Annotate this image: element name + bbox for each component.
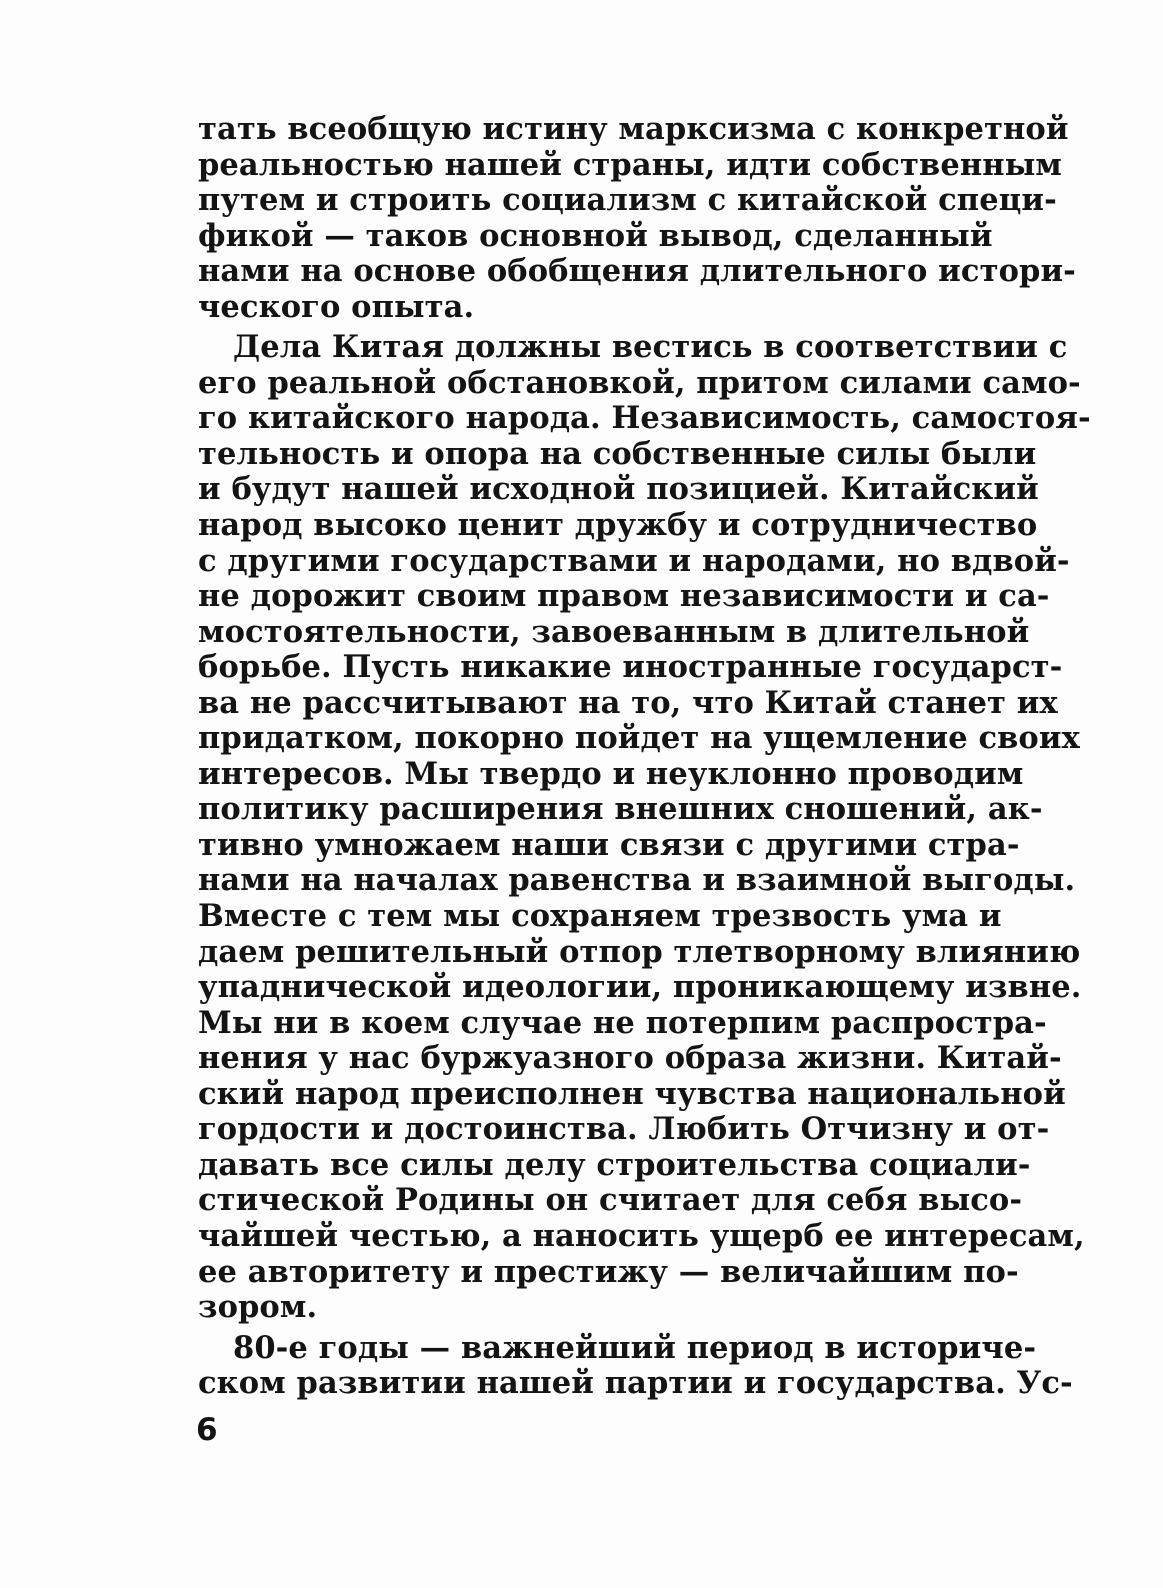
text-line: придатком, покорно пойдет на ущемление своих	[198, 720, 1080, 757]
text-line: и будут нашей исходной позицией. Китайский	[198, 471, 1039, 508]
text-line: ва не рассчитывают на то, что Китай станет их	[198, 684, 1058, 721]
body-text	[198, 111, 1091, 1402]
text-line: фикой — таков основной вывод, сделанный	[198, 217, 993, 254]
text-line: тельность и опора на собственные силы были	[198, 435, 1037, 472]
text-line: упаднической идеологии, проникающему извне.	[198, 969, 1082, 1006]
text-line: мостоятельности, завоеванным в длительной	[198, 613, 1030, 650]
paragraph-1	[198, 111, 1076, 325]
page-number: 6	[196, 1412, 218, 1448]
paragraph-2	[198, 329, 1091, 1326]
text-line: ский народ преисполнен чувства национальной	[198, 1075, 1066, 1112]
text-line: стической Родины он считает для себя высо-	[198, 1182, 1023, 1219]
text-line: чайшей честью, а наносить ущерб ее интересам,	[198, 1217, 1085, 1254]
text-line: зором.	[198, 1289, 318, 1326]
text-line: ском развитии нашей партии и государства. Ус-	[198, 1365, 1073, 1402]
text-line: не дорожит своим правом независимости и са-	[198, 578, 1050, 615]
text-line: реальностью нашей страны, идти собственным	[198, 146, 1062, 183]
text-line: борьбе. Пусть никакие иностранные государст-	[198, 649, 1063, 686]
text-line: нами на основе обобщения длительного истори-	[198, 253, 1076, 290]
text-line: Вместе с тем мы сохраняем трезвость ума и	[198, 898, 1002, 935]
text-line: Дела Китая должны вестись в соответствии с	[233, 329, 1068, 366]
text-line: ческого опыта.	[198, 288, 475, 325]
text-line: тать всеобщую истину марксизма с конкретной	[198, 111, 1069, 147]
text-line: путем и строить социализм с китайской специ-	[198, 182, 1057, 219]
text-line: политику расширения внешних сношений, ак-	[198, 791, 1043, 828]
text-line: интересов. Мы твердо и неуклонно проводим	[198, 755, 1024, 792]
text-line: его реальной обстановкой, притом силами само-	[198, 364, 1081, 401]
text-line: давать все силы делу строительства социали-	[198, 1146, 1031, 1183]
text-line: нами на началах равенства и взаимной выгоды.	[198, 862, 1076, 899]
text-line: с другими государствами и народами, но вдвой-	[198, 542, 1070, 579]
text-line: Мы ни в коем случае не потерпим распростра-	[198, 1004, 1047, 1041]
text-line: тивно умножаем наши связи с другими стра-	[198, 826, 1020, 863]
text-line: даем решительный отпор тлетворному влиянию	[198, 933, 1081, 970]
text-line: нения у нас буржуазного образа жизни. Китай-	[198, 1040, 1062, 1077]
text-line: гордости и достоинства. Любить Отчизну и от-	[198, 1111, 1050, 1148]
text-line: народ высоко ценит дружбу и сотрудничество	[198, 507, 1038, 544]
text-line: го китайского народа. Независимость, самостоя-	[198, 400, 1091, 437]
text-line: ее авторитету и престижу — величайшим по-	[198, 1253, 1019, 1290]
paragraph-3	[198, 1329, 1073, 1402]
text-line: 80-е годы — важнейший период в историче-	[233, 1329, 1037, 1366]
